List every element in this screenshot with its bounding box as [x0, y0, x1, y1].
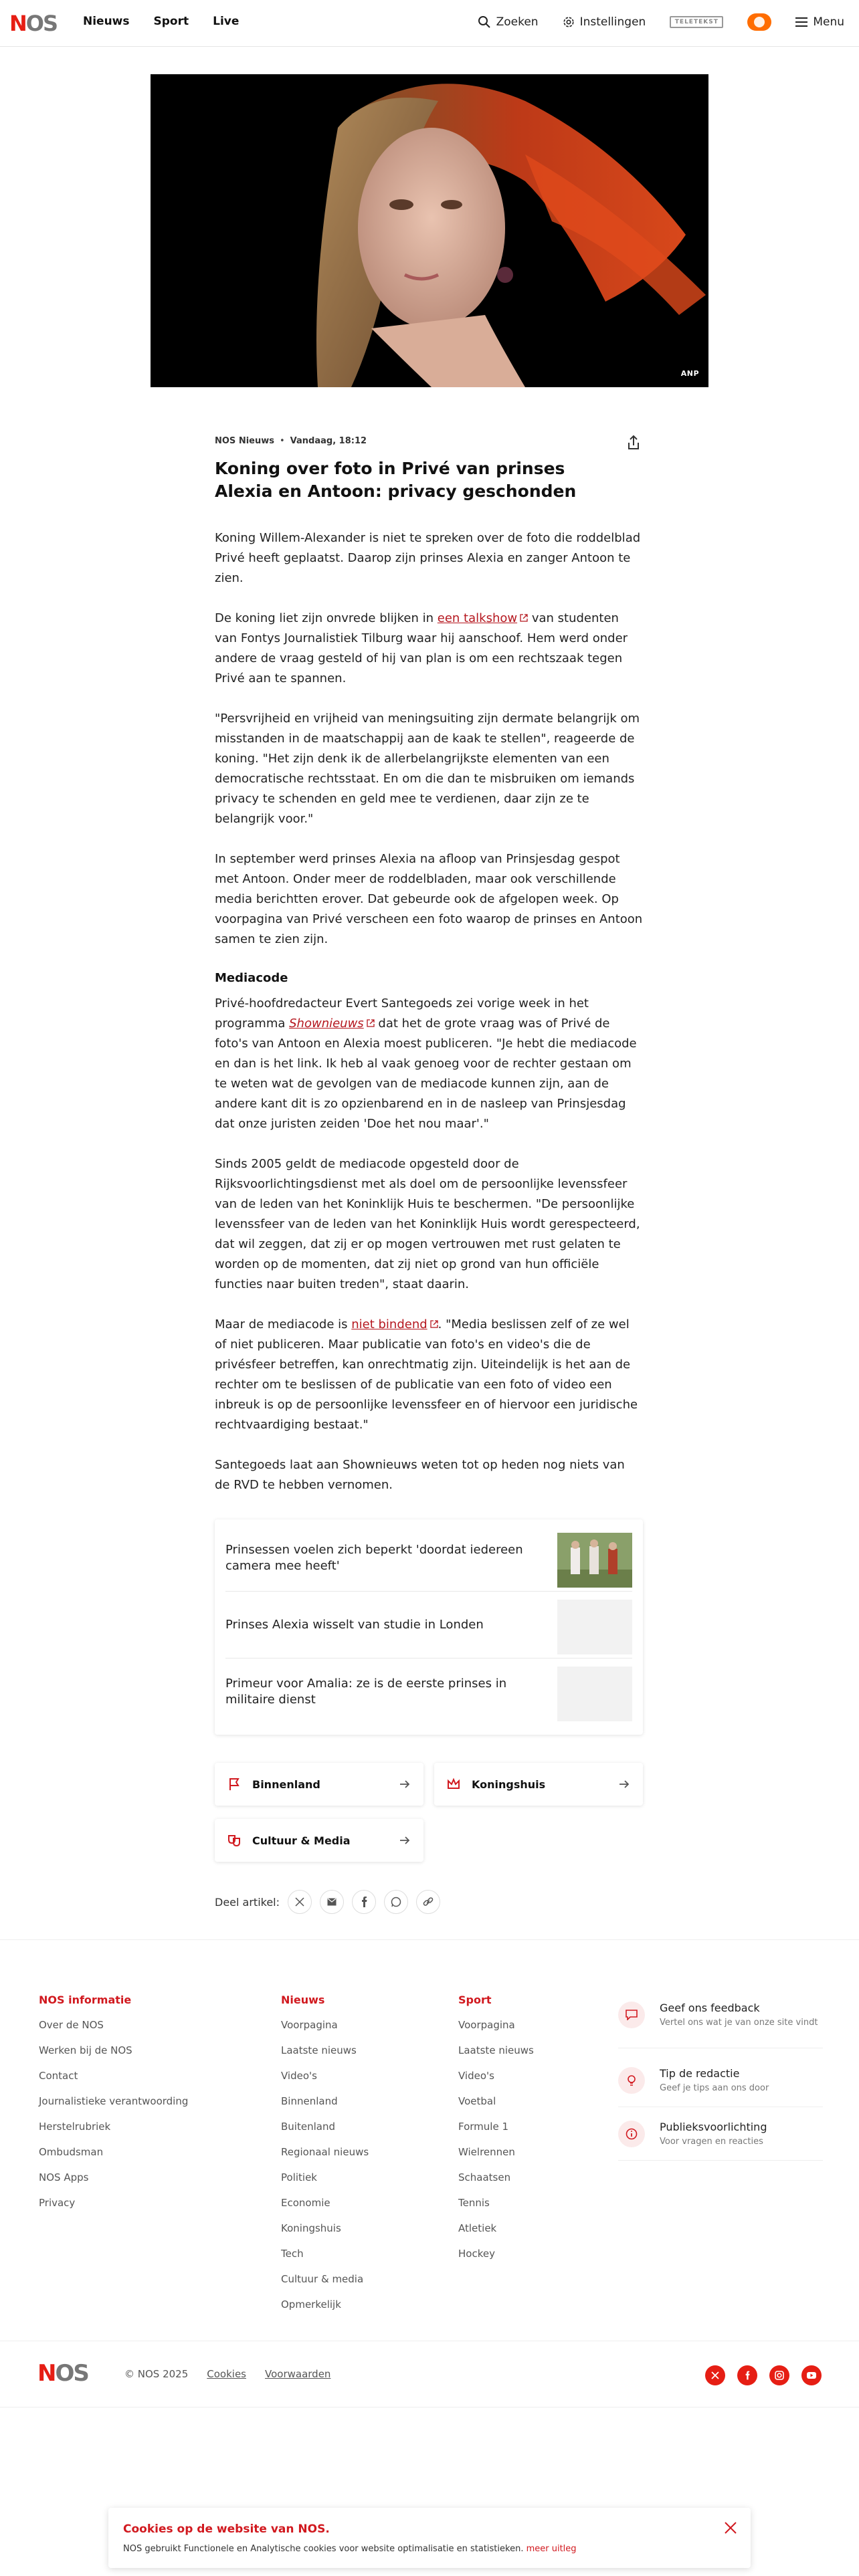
paragraph-text: De koning liet zijn onvrede blijken in [215, 611, 438, 625]
footer-link[interactable]: Tennis [458, 2197, 490, 2209]
main-nav [83, 15, 239, 28]
paragraph-text: Privé-hoofdredacteur Evert Santegoeds zei vorige week in het programma [215, 996, 589, 1031]
tip-title: Tip de redactie [660, 2067, 740, 2080]
footer-link[interactable]: Buitenland [281, 2121, 335, 2133]
footer-col-nos-informatie [39, 1994, 188, 2222]
youtube-social-icon[interactable] [801, 2365, 822, 2385]
tag-label: Cultuur & Media [252, 1834, 351, 1847]
crown-icon [446, 1777, 461, 1792]
external-link-icon [367, 1019, 375, 1027]
paragraph-text: . "Media beslissen zelf of ze wel of niet publiceren. Maar publicatie van foto's en video's die de privésfeer betreffen, kan onrechtmatig zijn. Uiteindelijk is het aan de rechter om te beslissen of de publicatie van een foto of video een inbreuk is op de persoonlijke levenssfeer en of hiervoor een juridische rechtvaardiging bestaat." [215, 1317, 638, 1432]
paragraph-text: dat het de grote vraag was of Privé de foto's van Antoon en Alexia moest publiceren. "Je hebt die mediacode en dan is het link. Ik heb al vaak genoeg voor de rechter gestaan om te weten wat de gevolgen van de mediacode kunnen zijn, aan de andere kant dit is zo opzienbarend en in de nasleep van Prinsjesdag dat onze juristen zeiden 'Doe het nou maar'." [215, 1016, 637, 1131]
masks-icon [227, 1833, 242, 1848]
footer-link[interactable]: Laatste nieuws [281, 2044, 357, 2056]
footer-link[interactable]: Hockey [458, 2248, 495, 2260]
footer-link[interactable]: Politiek [281, 2171, 317, 2183]
right-nav [478, 13, 844, 31]
niet-bindend-link[interactable]: niet bindend [351, 1317, 427, 1331]
settings-button[interactable] [563, 15, 646, 29]
nav-item-sport[interactable]: Sport [153, 15, 189, 28]
article-paragraph-2 [215, 609, 643, 689]
princesses-photo-thumbnail [557, 1533, 632, 1588]
related-title: Prinsessen voelen zich beperkt 'doordat iedereen camera mee heeft' [225, 1543, 523, 1573]
photo-credit: ANP [680, 369, 699, 378]
meta-separator: • [279, 436, 285, 446]
share-button[interactable] [624, 433, 643, 452]
social-links [705, 2365, 822, 2385]
footer-link[interactable]: Video's [281, 2070, 317, 2082]
search-icon [478, 15, 491, 29]
facebook-social-icon[interactable] [737, 2365, 757, 2385]
teletekst-logo[interactable]: TELETEKST [670, 16, 723, 28]
portrait-illustration [151, 74, 708, 387]
share-label: Deel artikel: [215, 1895, 280, 1909]
cookie-title: Cookies op de website van NOS. [123, 2523, 330, 2536]
nos-logo[interactable] [9, 12, 57, 35]
related-thumbnail [557, 1667, 632, 1721]
article-paragraph-3: "Persvrijheid en vrijheid van meningsuiting zijn dermate belangrijk om misstanden in de maatschappij aan de kaak te stellen", reageerde de koning. "Het zijn denk ik de allerbelangrijkste elementen van een democratische rechtsstaat. En om die dan te misbruiken om iemands privacy te schenden en geld mee te verdienen, daar zijn ze te belangrijk voor." [215, 712, 640, 826]
hero-image [151, 74, 708, 387]
talkshow-link[interactable]: een talkshow [437, 611, 518, 625]
article-paragraph-5 [215, 994, 643, 1134]
shownieuws-link[interactable]: Shownieuws [289, 1016, 364, 1031]
footer-link[interactable]: Werken bij de NOS [39, 2044, 132, 2056]
tag-label: Binnenland [252, 1778, 320, 1791]
footer-link[interactable]: Binnenland [281, 2095, 338, 2107]
subheading-mediacode: Mediacode [215, 971, 288, 985]
footer-heading: Nieuws [281, 1994, 325, 2006]
footer-link[interactable]: Laatste nieuws [458, 2044, 534, 2056]
top-bar [0, 0, 859, 47]
article-meta [215, 436, 643, 446]
x-social-icon[interactable] [705, 2365, 725, 2385]
logo-letters-os: OS [55, 2360, 88, 2387]
related-item[interactable] [225, 1525, 632, 1592]
footer-link[interactable]: Wielrennen [458, 2146, 515, 2158]
article-time: Vandaag, 18:12 [290, 436, 367, 446]
footer [0, 1939, 859, 2394]
paragraph-text: van studenten van Fontys Journalistiek Tilburg waar hij aanschoof. Hem werd onder andere de vraag gesteld of hij van plan is om een rechtszaak tegen Privé aan te spannen. [215, 611, 628, 685]
flag-icon [227, 1777, 242, 1792]
footer-link[interactable]: Opmerkelijk [281, 2298, 341, 2311]
footer-link[interactable]: Tech [281, 2248, 304, 2260]
footer-link[interactable]: Journalistieke verantwoording [39, 2095, 189, 2107]
footer-link[interactable]: Voetbal [458, 2095, 496, 2107]
footer-bottom [0, 2341, 859, 2407]
footer-legal [124, 2368, 330, 2380]
arrow-right-icon [617, 1778, 631, 1791]
share-email-button[interactable] [320, 1890, 344, 1914]
footer-col-nieuws [281, 1994, 369, 2323]
whatsapp-icon [391, 1897, 401, 1907]
logo-letter-n: N [9, 11, 26, 36]
footer-link[interactable]: Ombudsman [39, 2146, 104, 2158]
mail-icon [327, 1898, 337, 1906]
publiek-title: Publieksvoorlichting [660, 2121, 767, 2133]
cookie-description [123, 2544, 577, 2554]
logo-letter-n: N [37, 2360, 56, 2387]
footer-heading: Sport [458, 1994, 492, 2006]
arrow-right-icon [398, 1778, 411, 1791]
footer-link[interactable]: Koningshuis [281, 2222, 341, 2234]
related-item[interactable] [225, 1592, 632, 1658]
footer-link[interactable]: NOS Apps [39, 2171, 89, 2183]
cookies-link[interactable]: Cookies [207, 2368, 246, 2380]
footer-heading: NOS informatie [39, 1994, 132, 2006]
article-paragraph-6: Sinds 2005 geldt de mediacode opgesteld door de Rijksvoorlichtingsdienst met als doel om de persoonlijke levenssfeer van de leden van het Koninklijk Huis te beschermen. "De persoonlijke levenssfeer van de leden van het Koninklijk Huis wordt gerespecteerd, dat wil zeggen, dat zij er op mogen vertrouwen met rust gelaten te worden op de momenten, dat zij niet op grond van hun officiële functies naar buiten treden", staat daarin. [215, 1157, 640, 1291]
link-icon [423, 1897, 434, 1907]
related-thumbnail [557, 1600, 632, 1654]
search-button[interactable] [478, 15, 539, 29]
copyright: © NOS 2025 [124, 2368, 189, 2380]
article-source: NOS Nieuws [215, 436, 274, 446]
voorwaarden-link[interactable]: Voorwaarden [265, 2368, 331, 2380]
tag-cultuur-media[interactable] [215, 1819, 423, 1862]
npo-dot-icon [754, 17, 765, 27]
menu-label: Menu [813, 15, 844, 29]
cookie-text: NOS gebruikt Functionele en Analytische cookies voor website optimalisatie en statistieken. [123, 2544, 524, 2554]
footer-link[interactable]: Cultuur & media [281, 2273, 364, 2285]
paragraph-text: Maar de mediacode is [215, 1317, 352, 1331]
cookie-more-link[interactable]: meer uitleg [526, 2544, 577, 2554]
feedback-link[interactable] [618, 1995, 823, 2048]
footer-link[interactable]: Contact [39, 2070, 78, 2082]
cookie-banner [108, 2508, 751, 2568]
article-paragraph-8: Santegoeds laat aan Shownieuws weten tot op heden nog niets van de RVD te hebben vernomen. [215, 1458, 625, 1492]
footer-link[interactable]: Privacy [39, 2197, 76, 2209]
share-whatsapp-button[interactable] [384, 1890, 408, 1914]
info-icon [618, 2121, 645, 2147]
tag-koningshuis[interactable] [434, 1763, 643, 1806]
nav-item-live[interactable]: Live [213, 15, 240, 28]
share-facebook-button[interactable] [352, 1890, 376, 1914]
close-icon [723, 2520, 739, 2536]
share-x-button[interactable] [288, 1890, 312, 1914]
instagram-social-icon[interactable] [769, 2365, 789, 2385]
chat-icon [618, 2002, 645, 2028]
footer-link[interactable]: Voorpagina [458, 2019, 515, 2031]
related-title: Prinses Alexia wisselt van studie in Londen [225, 1618, 484, 1632]
related-item[interactable] [225, 1658, 632, 1725]
article-paragraph-1: Koning Willem-Alexander is niet te spreken over de foto die roddelblad Privé heeft geplaatst. Daarop zijn prinses Alexia en zanger Antoon te zien. [215, 531, 641, 585]
external-link-icon [430, 1320, 438, 1328]
x-icon [295, 1897, 304, 1907]
facebook-icon [361, 1897, 367, 1907]
search-label: Zoeken [496, 15, 539, 29]
footer-link[interactable]: Voorpagina [281, 2019, 338, 2031]
feedback-title: Geef ons feedback [660, 2002, 760, 2014]
lightbulb-icon [618, 2067, 645, 2094]
footer-col-sport [458, 1994, 534, 2272]
related-thumbnail [557, 1533, 632, 1588]
gear-icon [563, 16, 575, 28]
npo-logo[interactable] [747, 13, 771, 31]
article-paragraph-4: In september werd prinses Alexia na afloop van Prinsjesdag gespot met Antoon. Onder meer de roddelbladen, maar ook verschillende media berichtten erover. Dat gebeurde ook de afgelopen week. Op voorpagina van Privé verscheen een foto waarop de prinses en Antoon samen te zien zijn. [215, 852, 643, 946]
footer-link[interactable]: Regionaal nieuws [281, 2146, 369, 2158]
tag-label: Koningshuis [472, 1778, 546, 1791]
menu-button[interactable] [795, 15, 844, 29]
hamburger-icon [795, 17, 807, 27]
share-icon [624, 433, 643, 452]
external-link-icon [520, 614, 528, 622]
publieksvoorlichting-link[interactable] [618, 2114, 823, 2161]
arrow-right-icon [398, 1834, 411, 1847]
related-title: Primeur voor Amalia: ze is de eerste prinses in militaire dienst [225, 1677, 507, 1707]
publiek-desc: Voor vragen en reacties [660, 2137, 763, 2147]
cookie-close-button[interactable] [723, 2520, 739, 2536]
tip-desc: Geef je tips aan ons door [660, 2083, 769, 2093]
footer-link[interactable]: Formule 1 [458, 2121, 508, 2133]
logo-letters-os: OS [25, 11, 58, 36]
feedback-desc: Vertel ons wat je van onze site vindt [660, 2018, 818, 2028]
tip-link[interactable] [618, 2060, 823, 2107]
footer-nos-logo[interactable] [37, 2360, 88, 2387]
article-paragraph-7 [215, 1315, 643, 1435]
related-articles [215, 1519, 643, 1735]
footer-link[interactable]: Atletiek [458, 2222, 497, 2234]
copy-link-button[interactable] [416, 1890, 440, 1914]
footer-link[interactable]: Schaatsen [458, 2171, 511, 2183]
nav-item-nieuws[interactable]: Nieuws [83, 15, 130, 28]
share-row [215, 1890, 440, 1914]
footer-link[interactable]: Video's [458, 2070, 494, 2082]
settings-label: Instellingen [579, 15, 646, 29]
footer-link[interactable]: Herstelrubriek [39, 2121, 111, 2133]
tag-binnenland[interactable] [215, 1763, 423, 1806]
footer-link[interactable]: Over de NOS [39, 2019, 104, 2031]
footer-link[interactable]: Economie [281, 2197, 330, 2209]
article-title: Koning over foto in Privé van prinses Alexia en Antoon: privacy geschonden [215, 459, 577, 501]
